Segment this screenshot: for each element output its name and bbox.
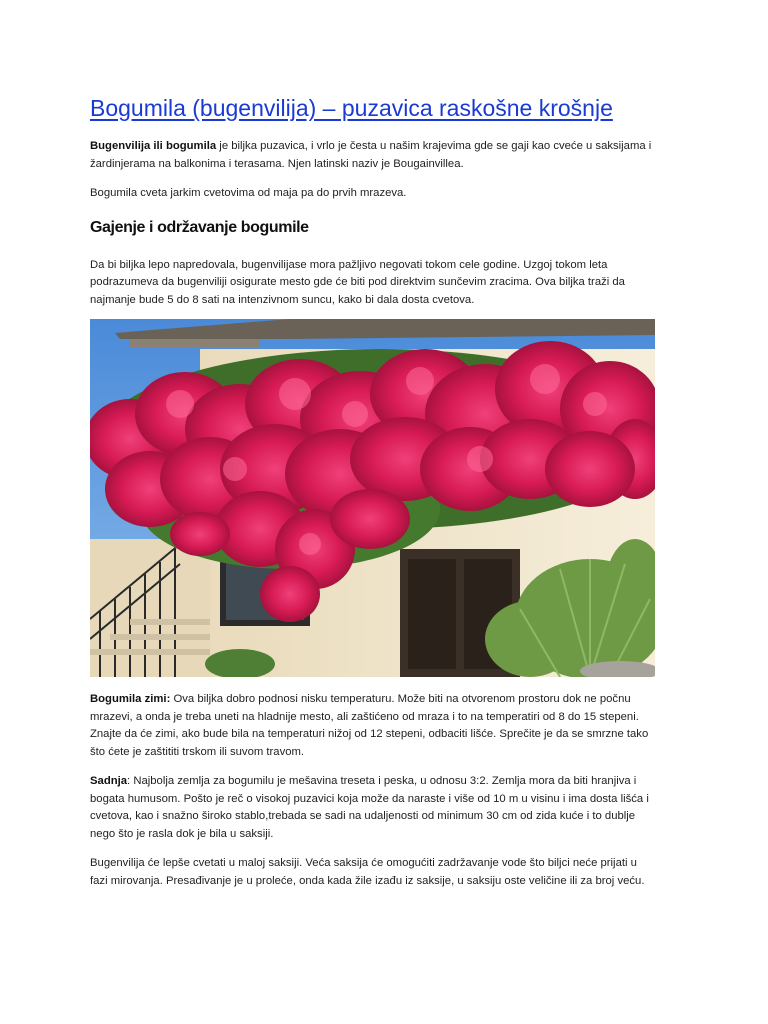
bloom-paragraph: Bogumila cveta jarkim cvetovima od maja pa do prvih mrazeva. xyxy=(90,187,407,199)
section-heading: Gajenje i održavanje bogumile xyxy=(90,218,309,236)
intro-text: je biljka puzavica, i vrlo je česta u našim krajevima gde se gaji kao cveće u saksijama i žardinjerama na balkonima i terasama. Njen latinski naziv je Bougainvillea. xyxy=(90,140,652,170)
intro-paragraph xyxy=(90,138,655,173)
planting-text: : Najbolja zemlja za bogumilu je mešavina treseta i peska, u odnosu 3:2. Zemlja mora da biti hranjiva i bogata humusom. Pošto je reč o visokoj puzavici koja može da naraste i više od 10 m u visinu i ima dosta lišća i cvetova, kao i snažno široko stablo,trebada se sadi na udaljenosti od minimum 30 cm od zida kuće i to dublje nego što je rasla dok je bila u saksiji. xyxy=(90,775,649,840)
winter-text: Ova biljka dobro podnosi nisku temperaturu. Može biti na otvorenom prostoru dok ne počnu mrazevi, a onda je treba uneti na hladnije mesto, ali zaštićeno od mraza i to na temperatiri od 8 do 15 stepeni. Znajte da će zimi, ako bude bila na temperaturi nižoj od 12 stepeni, odbaciti lišće. Sprečite je da se smrzne tako što ćete je zaštititi trskom ili suvom travom. xyxy=(90,693,649,758)
pot-paragraph: Bugenvilija će lepše cvetati u maloj saksiji. Veća saksija će omogućiti zadržavanje vode što biljci neće prijati u fazi mirovanja. Presađivanje je u proleće, onda kada žile izađu iz saksije, u saksiju oste veličine ili za broj veću. xyxy=(90,857,645,887)
page-title[interactable]: Bogumila (bugenvilija) – puzavica raskošne krošnje xyxy=(90,95,613,121)
winter-bold-term: Bogumila zimi: xyxy=(90,693,171,705)
care-paragraph: Da bi biljka lepo napredovala, bugenvilijase mora pažljivo negovati tokom cele godine. Uzgoj tokom leta podrazumeva da bugenviliji osigurate mesto gde će biti pod direktvim sunčevim zracima. Ova biljka traži da najmanje bude 5 do 8 sati na intenzivnom suncu, kako bi dala dosta cvetova. xyxy=(90,258,625,306)
bougainvillea-photo xyxy=(90,319,655,677)
intro-bold-term: Bugenvilija ili bogumila xyxy=(90,140,217,152)
planting-bold-term: Sadnja xyxy=(90,775,128,787)
document-page xyxy=(90,92,655,890)
winter-paragraph xyxy=(90,691,655,761)
planting-paragraph xyxy=(90,773,655,843)
